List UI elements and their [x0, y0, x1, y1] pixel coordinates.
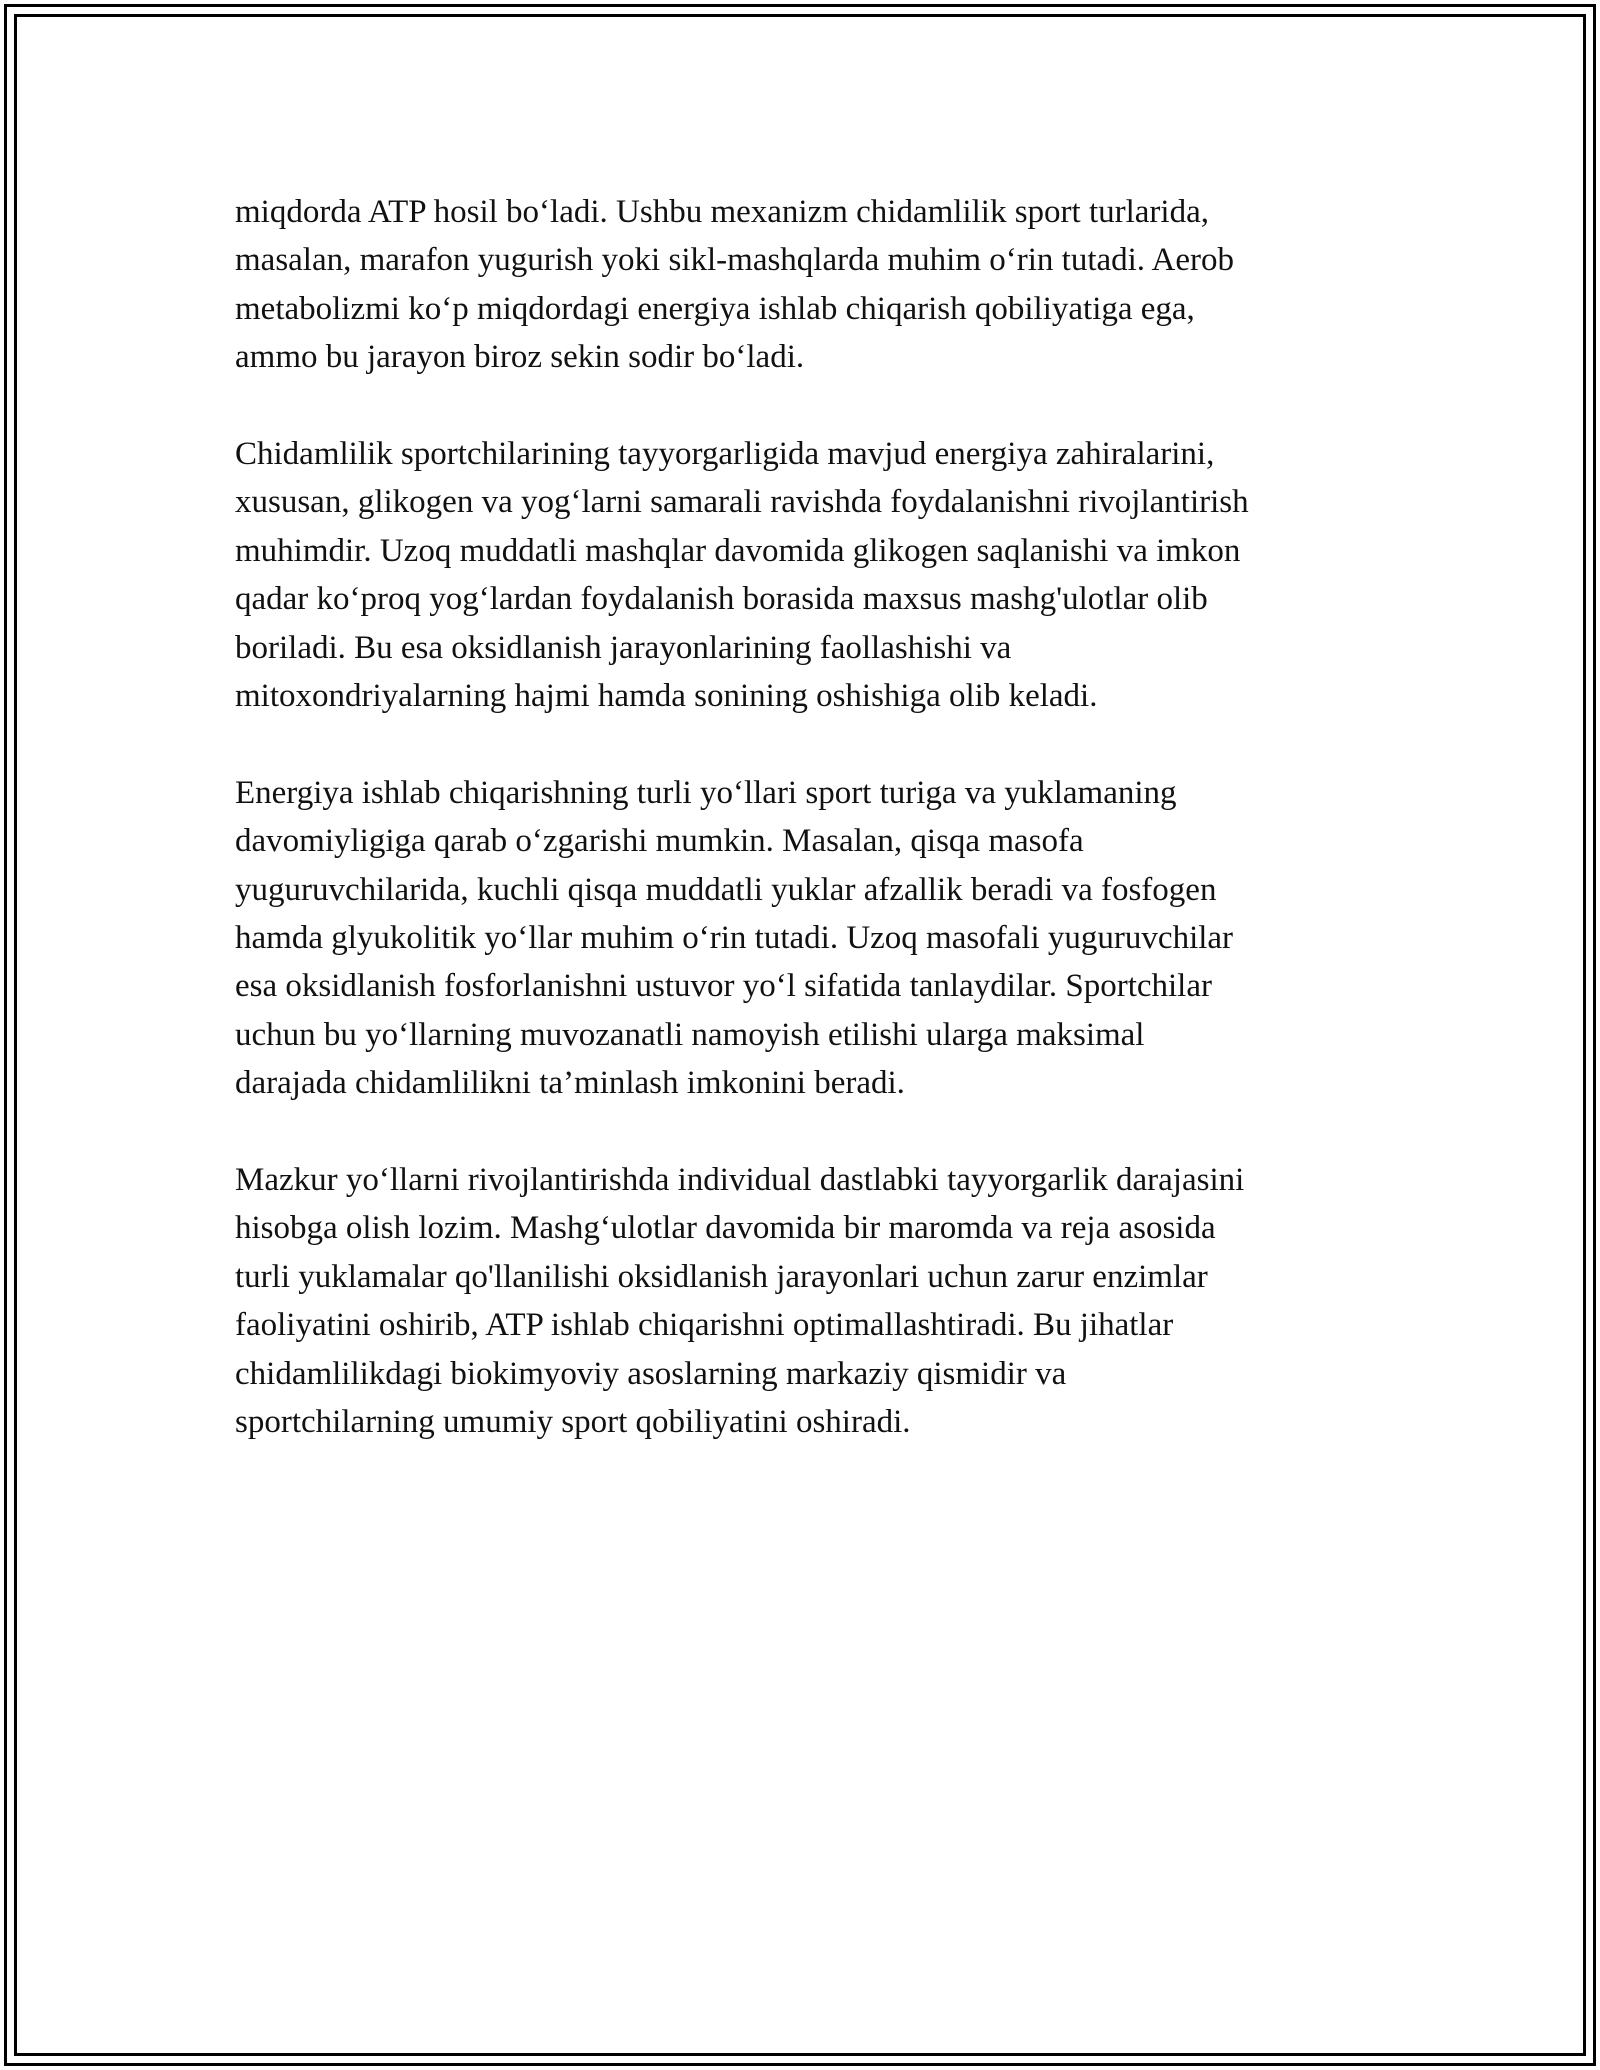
document-body — [235, 188, 1375, 1495]
paragraph-1: miqdorda ATP hosil bo‘ladi. Ushbu mexanizm chidamlilik sport turlarida, masalan, marafon yugurish yoki sikl-mashqlarda muhim o‘rin tutadi. Aerob metabolizmi ko‘p miqdordagi energiya ishlab chiqarish qobiliyatiga ega, ammo bu jarayon biroz sekin sodir bo‘ladi. — [235, 194, 1234, 376]
paragraph-2: Chidamlilik sportchilarining tayyorgarligida mavjud energiya zahiralarini, xususan, glikogen va yog‘larni samarali ravishda foydalanishni rivojlantirish muhimdir. Uzoq muddatli mashqlar davomida glikogen saqlanishi va imkon qadar ko‘proq yog‘lardan foydalanish borasida maxsus mashg'ulotlar olib boriladi. Bu esa oksidlanish jarayonlarining faollashishi va mitoxondriyalarning hajmi hamda sonining oshishiga olib keladi. — [235, 436, 1249, 715]
paragraph-3: Energiya ishlab chiqarishning turli yo‘llari sport turiga va yuklamaning davomiyligiga qarab o‘zgarishi mumkin. Masalan, qisqa masofa yuguruvchilarida, kuchli qisqa muddatli yuklar afzallik beradi va fosfogen hamda glyukolitik yo‘llar muhim o‘rin tutadi. Uzoq masofali yuguruvchilar esa oksidlanish fosforlanishni ustuvor yo‘l sifatida tanlaydilar. Sportchilar uchun bu yo‘llarning muvozanatli namoyish etilishi ularga maksimal darajada chidamlilikni ta’minlash imkonini beradi. — [235, 774, 1234, 1102]
paragraph-4: Mazkur yo‘llarni rivojlantirishda individual dastlabki tayyorgarlik darajasini hisobga olish lozim. Mashg‘ulotlar davomida bir maromda va reja asosida turli yuklamalar qo'llanilishi oksidlanish jarayonlari uchun zarur enzimlar faoliyatini oshirib, ATP ishlab chiqarishni optimallashtiradi. Bu jihatlar chidamlilikdagi biokimyoviy asoslarning markaziy qismidir va sportchilarning umumiy sport qobiliyatini oshiradi. — [235, 1162, 1245, 1441]
